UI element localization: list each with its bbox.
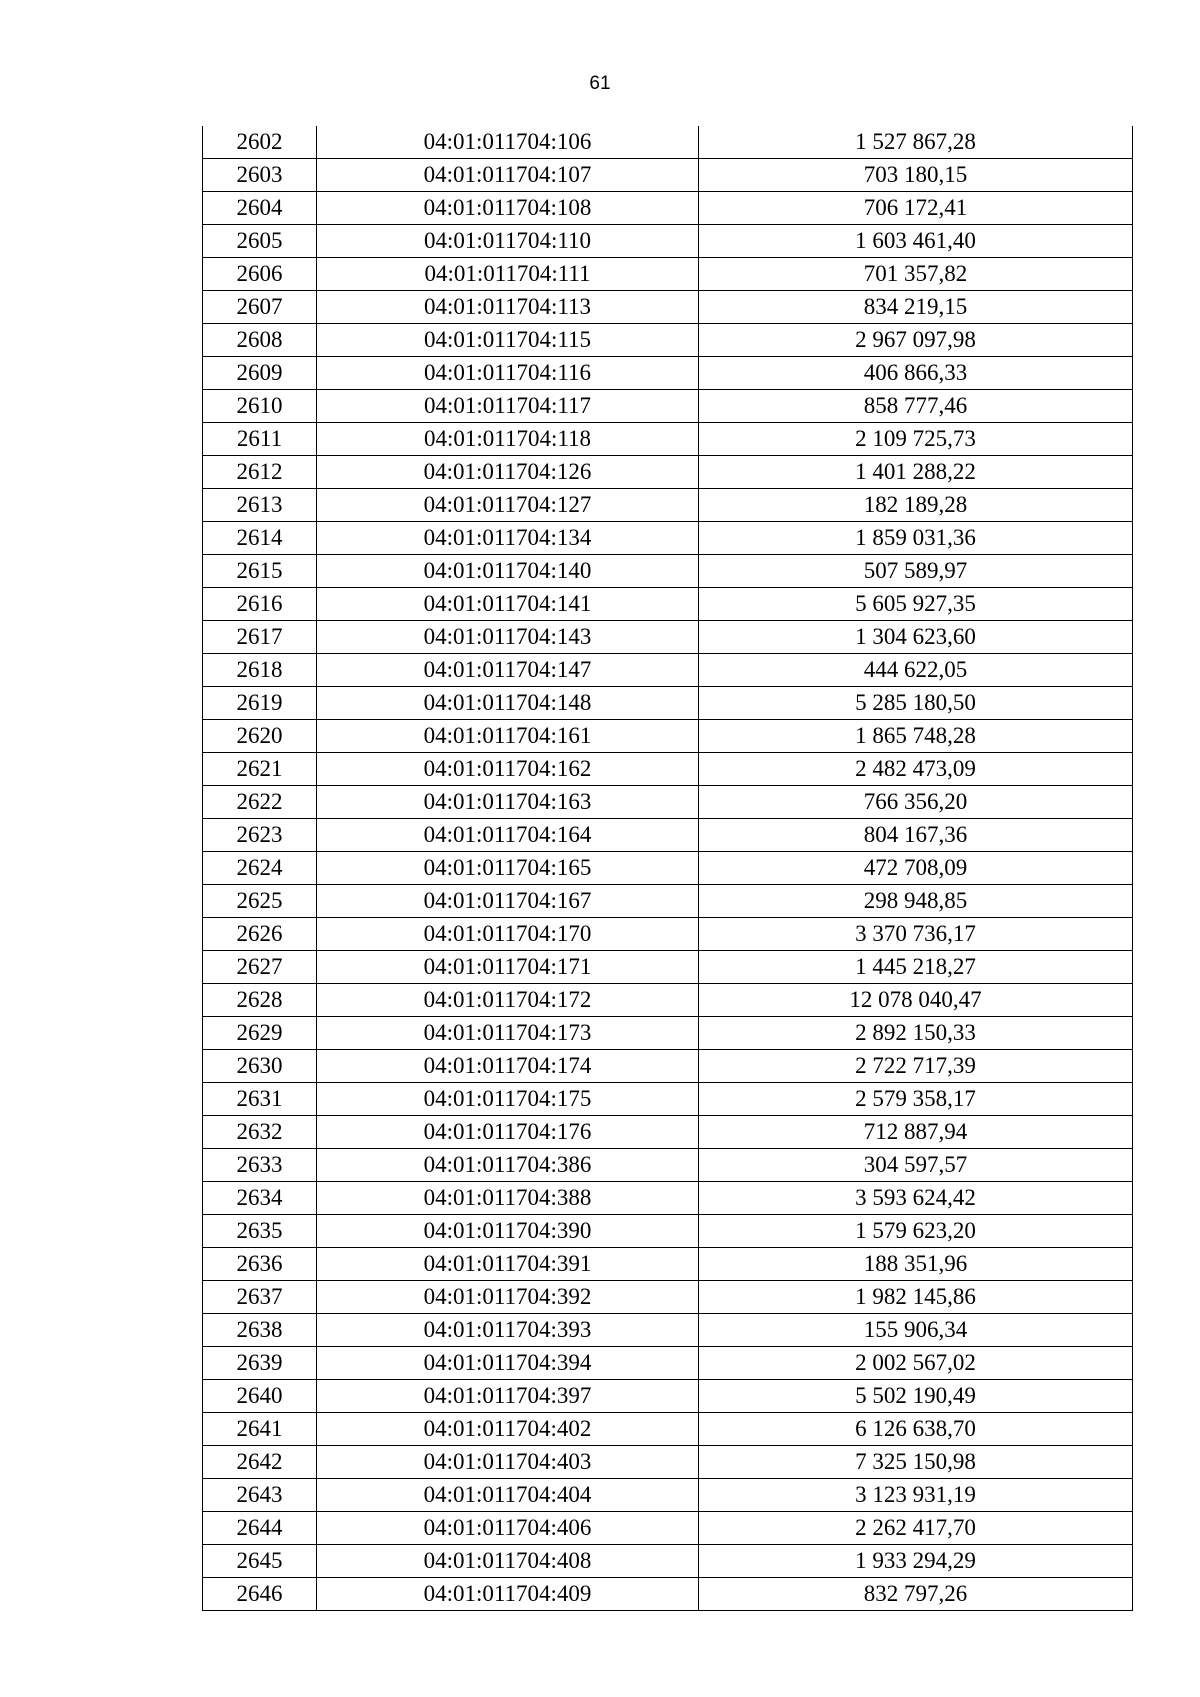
cadastral-number-cell: 04:01:011704:172 [317,984,699,1017]
row-number-cell: 2637 [203,1281,317,1314]
cadastral-value-cell: 1 401 288,22 [699,456,1133,489]
row-number-cell: 2628 [203,984,317,1017]
table-row [203,819,1133,852]
cadastral-number-cell: 04:01:011704:167 [317,885,699,918]
cadastral-number-cell: 04:01:011704:397 [317,1380,699,1413]
cadastral-number-cell: 04:01:011704:113 [317,291,699,324]
cadastral-value-cell: 1 933 294,29 [699,1545,1133,1578]
row-number-cell: 2639 [203,1347,317,1380]
cadastral-number-cell: 04:01:011704:108 [317,192,699,225]
table-row [203,522,1133,555]
row-number-cell: 2605 [203,225,317,258]
cadastral-value-table [202,126,1133,1611]
cadastral-number-cell: 04:01:011704:127 [317,489,699,522]
cadastral-value-cell: 712 887,94 [699,1116,1133,1149]
cadastral-number-cell: 04:01:011704:134 [317,522,699,555]
cadastral-number-cell: 04:01:011704:390 [317,1215,699,1248]
cadastral-number-cell: 04:01:011704:115 [317,324,699,357]
cadastral-value-cell: 2 109 725,73 [699,423,1133,456]
cadastral-value-cell: 3 593 624,42 [699,1182,1133,1215]
row-number-cell: 2606 [203,258,317,291]
table-row [203,951,1133,984]
row-number-cell: 2640 [203,1380,317,1413]
row-number-cell: 2629 [203,1017,317,1050]
cadastral-number-cell: 04:01:011704:148 [317,687,699,720]
table-body [203,126,1133,1611]
cadastral-value-cell: 5 285 180,50 [699,687,1133,720]
table-row [203,1083,1133,1116]
cadastral-number-cell: 04:01:011704:174 [317,1050,699,1083]
cadastral-value-cell: 832 797,26 [699,1578,1133,1611]
row-number-cell: 2619 [203,687,317,720]
table-row [203,1347,1133,1380]
cadastral-value-cell: 766 356,20 [699,786,1133,819]
cadastral-number-cell: 04:01:011704:143 [317,621,699,654]
cadastral-number-cell: 04:01:011704:165 [317,852,699,885]
table-row [203,1545,1133,1578]
cadastral-number-cell: 04:01:011704:404 [317,1479,699,1512]
table-row [203,357,1133,390]
cadastral-value-cell: 507 589,97 [699,555,1133,588]
table-row [203,159,1133,192]
row-number-cell: 2643 [203,1479,317,1512]
table-row [203,1479,1133,1512]
cadastral-value-cell: 834 219,15 [699,291,1133,324]
row-number-cell: 2644 [203,1512,317,1545]
cadastral-value-cell: 12 078 040,47 [699,984,1133,1017]
row-number-cell: 2638 [203,1314,317,1347]
cadastral-number-cell: 04:01:011704:388 [317,1182,699,1215]
cadastral-number-cell: 04:01:011704:170 [317,918,699,951]
cadastral-number-cell: 04:01:011704:110 [317,225,699,258]
row-number-cell: 2602 [203,126,317,159]
cadastral-value-cell: 2 002 567,02 [699,1347,1133,1380]
table-row [203,1578,1133,1611]
table-row [203,753,1133,786]
table-row [203,984,1133,1017]
cadastral-value-cell: 298 948,85 [699,885,1133,918]
cadastral-number-cell: 04:01:011704:126 [317,456,699,489]
row-number-cell: 2610 [203,390,317,423]
table-row [203,1182,1133,1215]
cadastral-number-cell: 04:01:011704:173 [317,1017,699,1050]
cadastral-number-cell: 04:01:011704:147 [317,654,699,687]
row-number-cell: 2609 [203,357,317,390]
cadastral-value-cell: 1 982 145,86 [699,1281,1133,1314]
table-row [203,1380,1133,1413]
cadastral-value-cell: 3 123 931,19 [699,1479,1133,1512]
cadastral-value-cell: 703 180,15 [699,159,1133,192]
cadastral-value-cell: 1 445 218,27 [699,951,1133,984]
row-number-cell: 2620 [203,720,317,753]
cadastral-number-cell: 04:01:011704:393 [317,1314,699,1347]
row-number-cell: 2614 [203,522,317,555]
cadastral-value-cell: 444 622,05 [699,654,1133,687]
row-number-cell: 2630 [203,1050,317,1083]
row-number-cell: 2623 [203,819,317,852]
cadastral-value-cell: 2 482 473,09 [699,753,1133,786]
cadastral-number-cell: 04:01:011704:392 [317,1281,699,1314]
cadastral-value-cell: 706 172,41 [699,192,1133,225]
page-number: 61 [589,73,611,94]
table-row [203,258,1133,291]
table-row [203,423,1133,456]
cadastral-number-cell: 04:01:011704:140 [317,555,699,588]
cadastral-number-cell: 04:01:011704:164 [317,819,699,852]
row-number-cell: 2624 [203,852,317,885]
table-row [203,1116,1133,1149]
cadastral-number-cell: 04:01:011704:161 [317,720,699,753]
row-number-cell: 2612 [203,456,317,489]
cadastral-number-cell: 04:01:011704:386 [317,1149,699,1182]
table-row [203,555,1133,588]
cadastral-value-cell: 2 262 417,70 [699,1512,1133,1545]
cadastral-value-cell: 5 502 190,49 [699,1380,1133,1413]
cadastral-value-cell: 804 167,36 [699,819,1133,852]
cadastral-number-cell: 04:01:011704:106 [317,126,699,159]
cadastral-value-cell: 2 967 097,98 [699,324,1133,357]
row-number-cell: 2613 [203,489,317,522]
row-number-cell: 2611 [203,423,317,456]
table-row [203,918,1133,951]
table-row [203,885,1133,918]
row-number-cell: 2645 [203,1545,317,1578]
cadastral-value-cell: 188 351,96 [699,1248,1133,1281]
cadastral-value-cell: 858 777,46 [699,390,1133,423]
table-row [203,489,1133,522]
table-row [203,1281,1133,1314]
row-number-cell: 2608 [203,324,317,357]
cadastral-number-cell: 04:01:011704:162 [317,753,699,786]
row-number-cell: 2634 [203,1182,317,1215]
cadastral-value-cell: 182 189,28 [699,489,1133,522]
table-row [203,786,1133,819]
table-row [203,126,1133,159]
cadastral-value-cell: 155 906,34 [699,1314,1133,1347]
row-number-cell: 2621 [203,753,317,786]
cadastral-number-cell: 04:01:011704:406 [317,1512,699,1545]
table-row [203,1512,1133,1545]
cadastral-value-cell: 3 370 736,17 [699,918,1133,951]
table-row [203,456,1133,489]
cadastral-number-cell: 04:01:011704:117 [317,390,699,423]
cadastral-number-cell: 04:01:011704:116 [317,357,699,390]
row-number-cell: 2635 [203,1215,317,1248]
table-row [203,1413,1133,1446]
cadastral-number-cell: 04:01:011704:176 [317,1116,699,1149]
table-row [203,225,1133,258]
cadastral-value-cell: 1 579 623,20 [699,1215,1133,1248]
cadastral-value-cell: 1 527 867,28 [699,126,1133,159]
row-number-cell: 2641 [203,1413,317,1446]
cadastral-number-cell: 04:01:011704:391 [317,1248,699,1281]
cadastral-value-cell: 472 708,09 [699,852,1133,885]
table-row [203,192,1133,225]
table-row [203,687,1133,720]
row-number-cell: 2617 [203,621,317,654]
row-number-cell: 2604 [203,192,317,225]
table-row [203,654,1133,687]
row-number-cell: 2627 [203,951,317,984]
cadastral-value-cell: 701 357,82 [699,258,1133,291]
table-row [203,291,1133,324]
table-row [203,621,1133,654]
row-number-cell: 2636 [203,1248,317,1281]
cadastral-number-cell: 04:01:011704:141 [317,588,699,621]
table-row [203,1248,1133,1281]
cadastral-number-cell: 04:01:011704:403 [317,1446,699,1479]
cadastral-number-cell: 04:01:011704:118 [317,423,699,456]
table-row [203,1017,1133,1050]
cadastral-value-cell: 1 603 461,40 [699,225,1133,258]
row-number-cell: 2633 [203,1149,317,1182]
row-number-cell: 2618 [203,654,317,687]
cadastral-value-cell: 1 859 031,36 [699,522,1133,555]
table-row [203,720,1133,753]
cadastral-value-cell: 2 892 150,33 [699,1017,1133,1050]
cadastral-value-cell: 304 597,57 [699,1149,1133,1182]
cadastral-value-cell: 1 304 623,60 [699,621,1133,654]
table-row [203,324,1133,357]
cadastral-value-cell: 6 126 638,70 [699,1413,1133,1446]
cadastral-number-cell: 04:01:011704:163 [317,786,699,819]
cadastral-value-cell: 2 722 717,39 [699,1050,1133,1083]
row-number-cell: 2632 [203,1116,317,1149]
cadastral-number-cell: 04:01:011704:171 [317,951,699,984]
table-row [203,1149,1133,1182]
table-row [203,852,1133,885]
table-row [203,1314,1133,1347]
cadastral-value-cell: 406 866,33 [699,357,1133,390]
row-number-cell: 2622 [203,786,317,819]
table-row [203,390,1133,423]
row-number-cell: 2616 [203,588,317,621]
cadastral-number-cell: 04:01:011704:111 [317,258,699,291]
cadastral-number-cell: 04:01:011704:408 [317,1545,699,1578]
table-row [203,1215,1133,1248]
cadastral-value-cell: 5 605 927,35 [699,588,1133,621]
table-row [203,1446,1133,1479]
cadastral-number-cell: 04:01:011704:409 [317,1578,699,1611]
cadastral-number-cell: 04:01:011704:107 [317,159,699,192]
row-number-cell: 2615 [203,555,317,588]
row-number-cell: 2646 [203,1578,317,1611]
row-number-cell: 2626 [203,918,317,951]
row-number-cell: 2603 [203,159,317,192]
row-number-cell: 2631 [203,1083,317,1116]
row-number-cell: 2625 [203,885,317,918]
cadastral-number-cell: 04:01:011704:175 [317,1083,699,1116]
row-number-cell: 2607 [203,291,317,324]
row-number-cell: 2642 [203,1446,317,1479]
cadastral-number-cell: 04:01:011704:402 [317,1413,699,1446]
cadastral-value-cell: 2 579 358,17 [699,1083,1133,1116]
table-row [203,588,1133,621]
cadastral-value-cell: 1 865 748,28 [699,720,1133,753]
cadastral-value-cell: 7 325 150,98 [699,1446,1133,1479]
cadastral-number-cell: 04:01:011704:394 [317,1347,699,1380]
table-row [203,1050,1133,1083]
